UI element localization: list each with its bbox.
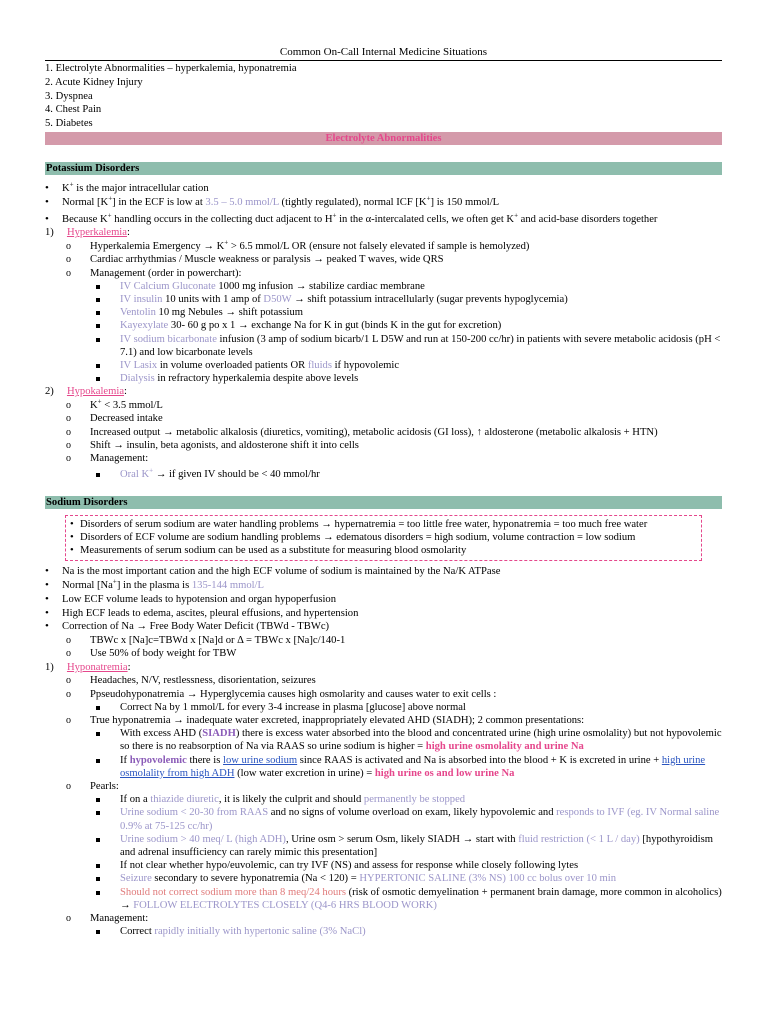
pearl-item: If on a thiazide diuretic, it is likely the culprit and should permanently be stopped — [45, 793, 722, 806]
pearl-item: Seizure secondary to severe hyponatremia (Na < 120) = HYPERTONIC SALINE (3% NS) 100 cc bolus over 10 min — [45, 872, 722, 885]
box-item: • Measurements of serum sodium can be used as a substitute for measuring blood osmolarity — [70, 545, 697, 558]
toc-item: 4. Chest Pain — [45, 104, 102, 116]
box-item: • Disorders of serum sodium are water handling problems → hypernatremia = too little free water, hyponatremia = too much free water — [70, 519, 697, 532]
sub-item: o TBWc x [Na]c=TBWd x [Na]d or Δ = TBWc x [Na]c/140-1 — [45, 634, 722, 647]
sub-item: o Management: — [45, 912, 722, 925]
management-item: Oral K+ → if given IV should be < 40 mmol/hr — [45, 468, 722, 481]
toc-item: 2. Acute Kidney Injury — [45, 76, 143, 88]
sub-item: o Headaches, N/V, restlessness, disorientation, seizures — [45, 674, 722, 687]
detail-item: With excess AHD (SIADH) there is excess water absorbed into the blood and concentrated urine (high urine osmolality) but not hypovolemic so there is no reabsorption of Na via RAAS so urine sodium is higher = high urine osmolality and urine Na — [45, 727, 722, 753]
sub-item: o Decreased intake — [45, 412, 722, 425]
detail-item: If hypovolemic there is low urine sodium since RAAS is activated and Na is absorbed into the blood + K is excreted in urine + high urine osmolality from high ADH (low water excretion in urine) = high urine os and low urine Na — [45, 754, 722, 780]
sub-item: o Shift → insulin, beta agonists, and aldosterone shift it into cells — [45, 439, 722, 452]
hyponatremia-link[interactable]: Hyponatremia — [66, 661, 128, 673]
sub-item: o Cardiac arrhythmias / Muscle weakness or paralysis → peaked T waves, wide QRS — [45, 253, 722, 266]
pearl-item: If not clear whether hypo/euvolemic, can try IVF (NS) and assess for response while closely following lytes — [45, 859, 722, 872]
bullet-item: • Normal [Na+] in the plasma is 135-144 mmol/L — [45, 579, 722, 593]
sub-item: o Management (order in powerchart): — [45, 267, 722, 280]
bullet-item: • Low ECF volume leads to hypotension and organ hypoperfusion — [45, 593, 722, 607]
low-urine-sodium-link[interactable]: low urine sodium — [223, 754, 298, 766]
pearl-item: Urine sodium > 40 meq/ L (high ADH), Urine osm > serum Osm, likely SIADH → start with fluid restriction (< 1 L / day) [hypothyroidism and adrenal insufficiency can rarely mimic this presentation] — [45, 833, 722, 859]
toc-item: 1. Electrolyte Abnormalities – hyperkalemia, hyponatremia — [45, 63, 297, 74]
bullet-item: • K+ is the major intracellular cation — [45, 182, 722, 196]
sub-item: o Pearls: — [45, 780, 722, 793]
toc-item: 3. Dyspnea — [45, 90, 93, 102]
bullet-item: • Na is the most important cation and the high ECF volume of sodium is maintained by the Na/K ATPase — [45, 565, 722, 579]
sub-item: o Ppseudohyponatremia → Hyperglycemia causes high osmolarity and causes water to exit cells : — [45, 688, 722, 701]
management-item: Kayexylate 30- 60 g po x 1 → exchange Na for K in gut (binds K in the gut for excretion) — [45, 319, 722, 332]
management-item: Ventolin 10 mg Nebules → shift potassium — [45, 306, 722, 319]
table-of-contents — [45, 62, 722, 131]
hypokalemia-link[interactable]: Hypokalemia — [66, 386, 125, 398]
key-concepts-box — [65, 515, 702, 561]
high-urine-osmolality-link[interactable]: high urine osmolality from high ADH — [120, 754, 706, 779]
detail-item: Correct Na by 1 mmol/L for every 3-4 increase in plasma [glucose] above normal — [45, 701, 722, 714]
numbered-heading-hyperkalemia: 1) Hyperkalemia: — [45, 227, 130, 239]
document-title: Common On-Call Internal Medicine Situations — [279, 46, 488, 58]
numbered-heading-hypokalemia: 2) Hypokalemia: — [45, 386, 127, 398]
bullet-item: • Because K+ handling occurs in the collecting duct adjacent to H+ in the α-intercalated cells, we often get K+ and acid-base disorders together — [45, 213, 722, 227]
management-item: IV Lasix in volume overloaded patients OR fluids if hypovolemic — [45, 359, 722, 372]
pearl-item: Should not correct sodium more than 8 meq/24 hours (risk of osmotic demyelination + permanent brain damage, more common in alcoholics) → FOLLOW ELECTROLYTES CLOSELY (Q4-6 HRS BLOOD WORK) — [45, 886, 722, 912]
management-item: Dialysis in refractory hyperkalemia despite above levels — [45, 372, 722, 385]
sub-item: o Management: — [45, 452, 722, 465]
box-item: • Disorders of ECF volume are sodium handling problems → edematous disorders = high sodium, volume contraction = low sodium — [70, 532, 697, 545]
sub-item: o Use 50% of body weight for TBW — [45, 647, 722, 660]
section-header-sodium: Sodium Disorders — [45, 496, 722, 509]
management-item: Correct rapidly initially with hypertonic saline (3% NaCl) — [45, 925, 722, 938]
sub-item: o Hyperkalemia Emergency → K+ > 6.5 mmol/L OR (ensure not falsely elevated if sample is hemolyzed) — [45, 240, 722, 253]
title-divider — [45, 60, 722, 61]
management-item: IV insulin 10 units with 1 amp of D50W → shift potassium intracellularly (sugar prevents hypoglycemia) — [45, 293, 722, 306]
sub-item: o Increased output → metabolic alkalosis (diuretics, vomiting), metabolic acidosis (GI loss), ↑ aldosterone (metabolic alkalosis + HTN) — [45, 426, 722, 439]
bullet-item: • Normal [K+] in the ECF is low at 3.5 – 5.0 mmol/L (tightly regulated), normal ICF [K+] is 150 mmol/L — [45, 196, 722, 210]
bullet-item: • High ECF leads to edema, ascites, pleural effusions, and hypertension — [45, 607, 722, 621]
sub-item: o True hyponatremia → inadequate water excreted, inappropriately elevated AHD (SIADH); 2 common presentations: — [45, 714, 722, 727]
bullet-item: • Correction of Na → Free Body Water Deficit (TBWd - TBWc) — [45, 620, 722, 634]
sub-item: o K+ < 3.5 mmol/L — [45, 399, 722, 412]
section-band-electrolyte: Electrolyte Abnormalities — [45, 132, 722, 145]
toc-item: 5. Diabetes — [45, 118, 93, 130]
management-item: IV sodium bicarbonate infusion (3 amp of sodium bicarb/1 L D5W and run at 150-200 cc/hr) in patients with severe metabolic acidosis (pH < 7.1) and low bicarbonate levels — [45, 333, 722, 359]
section-header-potassium: Potassium Disorders — [45, 162, 722, 175]
numbered-heading-hyponatremia: 1) Hyponatremia: — [45, 661, 131, 673]
document-page — [45, 46, 722, 938]
management-item: IV Calcium Gluconate 1000 mg infusion → stabilize cardiac membrane — [45, 280, 722, 293]
pearl-item: Urine sodium < 20-30 from RAAS and no signs of volume overload on exam, likely hypovolemic and responds to IVF (eg. IV Normal saline 0.9% at 75-125 cc/hr) — [45, 806, 722, 832]
hyperkalemia-link[interactable]: Hyperkalemia — [66, 227, 127, 239]
